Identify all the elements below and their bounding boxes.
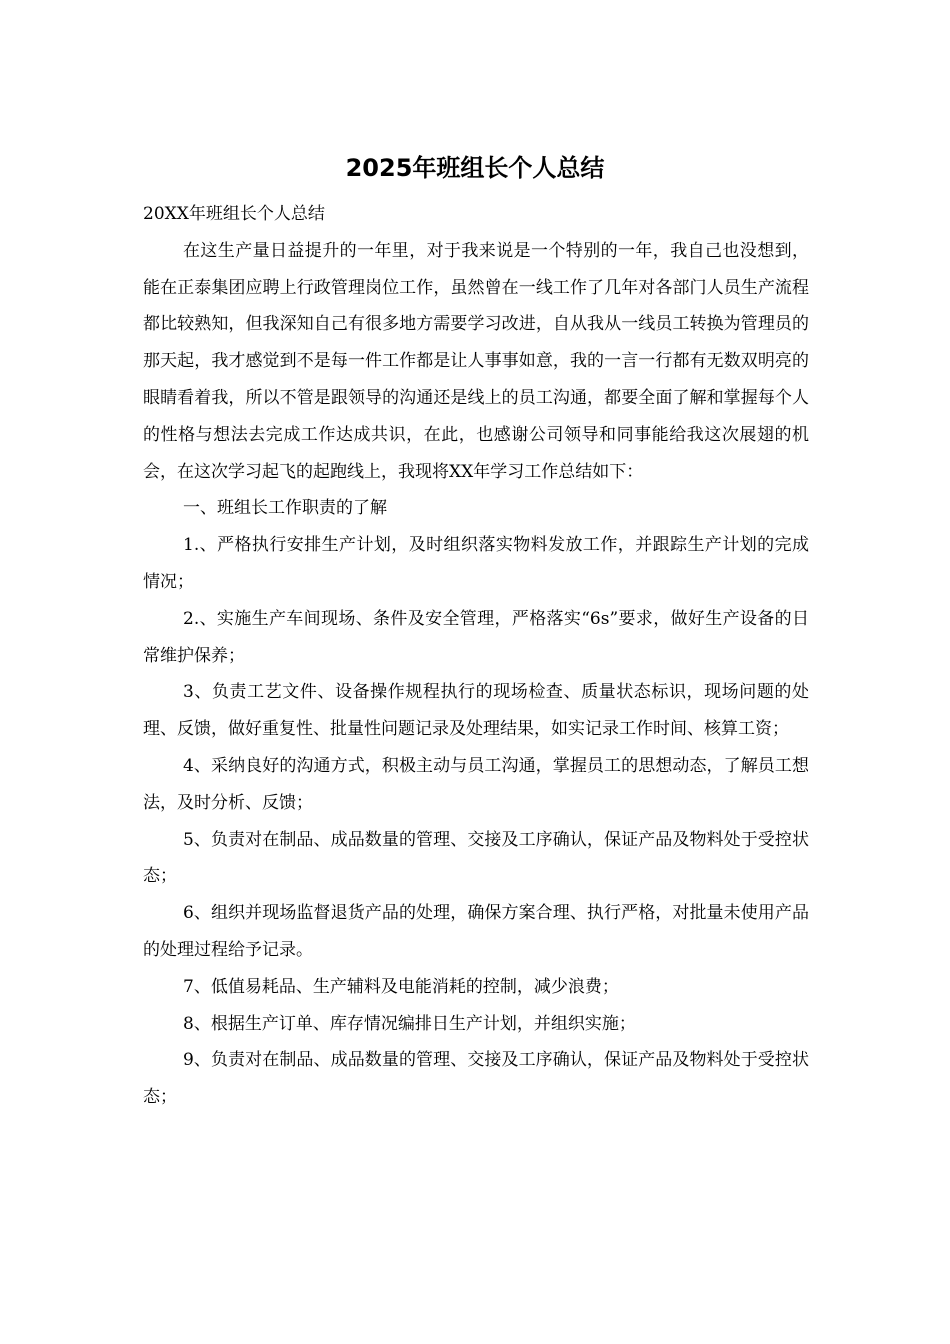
duty-item-3: 3、负责工艺文件、设备操作规程执行的现场检查、质量状态标识，现场问题的处理、反馈，做好重复性、批量性问题记录及处理结果，如实记录工作时间、核算工资； — [143, 682, 809, 740]
duty-item-6: 6、组织并现场监督退货产品的处理，确保方案合理、执行严格，对批量未使用产品的处理过程给予记录。 — [143, 903, 809, 960]
intro-paragraph: 在这生产量日益提升的一年里，对于我来说是一个特别的一年，我自己也没想到，能在正泰集团应聘上行政管理岗位工作，虽然曾在一线工作了几年对各部门人员生产流程都比较熟知，但我深知自己有很多地方需要学习改进，自从我从一线员工转换为管理员的那天起，我才感觉到不是每一件工作都是让人事事如意，我的一言一行都有无数双明亮的眼睛看着我，所以不管是跟领导的沟通还是线上的员工沟通，都要全面了解和掌握每个人的性格与想法去完成工作达成共识，在此，也感谢公司领导和同事能给我这次展翅的机会，在这次学习起飞的起跑线上，我现将XX年学习工作总结如下： — [143, 240, 809, 482]
document-subtitle: 20XX年班组长个人总结 — [143, 204, 325, 224]
duty-item-2: 2.、实施生产车间现场、条件及安全管理，严格落实“6s”要求，做好生产设备的日常维护保养； — [143, 608, 809, 666]
section-heading: 一、班组长工作职责的了解 — [183, 498, 387, 519]
duty-item-8: 8、根据生产订单、库存情况编排日生产计划，并组织实施； — [183, 1013, 636, 1034]
duty-item-1: 1.、严格执行安排生产计划，及时组织落实物料发放工作，并跟踪生产计划的完成情况； — [143, 535, 809, 592]
duty-item-4: 4、采纳良好的沟通方式，积极主动与员工沟通，掌握员工的思想动态，了解员工想法，及时分析、反馈； — [143, 755, 809, 813]
document-title: 2025年班组长个人总结 — [345, 154, 605, 182]
document-body — [143, 196, 809, 1116]
duty-item-7: 7、低值易耗品、生产辅料及电能消耗的控制，减少浪费； — [183, 976, 619, 997]
duty-item-9: 9、负责对在制品、成品数量的管理、交接及工序确认，保证产品及物料处于受控状态； — [143, 1050, 809, 1108]
duty-item-5: 5、负责对在制品、成品数量的管理、交接及工序确认，保证产品及物料处于受控状态； — [143, 829, 809, 887]
